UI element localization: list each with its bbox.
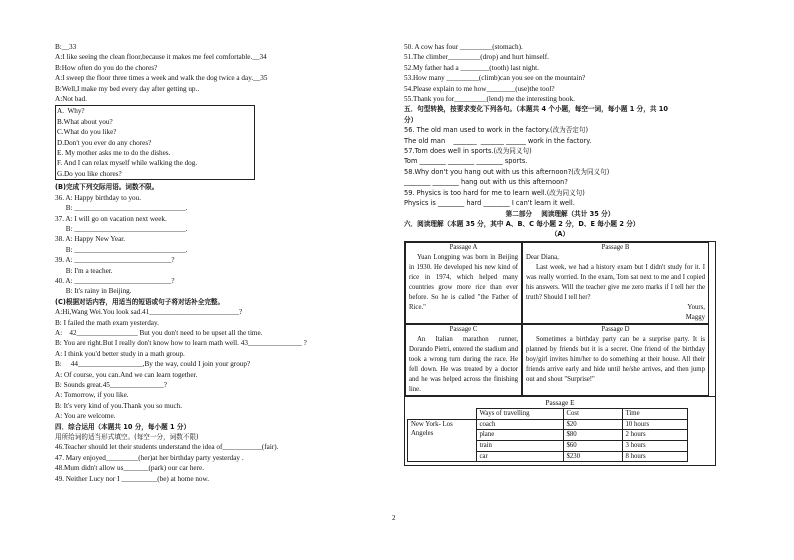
text-line: 51.The climber_________(drop) and hurt himself. [404,53,549,62]
text-line: D.Don't you ever do any chores? [57,138,152,147]
passage-b-text: Last week, we had a history exam but I didn't study for it. I was really worried. In the exam, Tom sat next to me and I copied his answers. Will the teacher give me zero marks if I tell her the truth? Should I tell her? [526,263,705,301]
text-line: B: _______________________________. [55,224,188,233]
section-c-title: (C)根据对话内容，用适当的短语或句子将对话补全完整。 [55,297,225,306]
passage-a-title: Passage A [449,243,478,251]
text-line: 58.Why don't you hang out with us this afternoon?(改为同义句) [404,167,610,176]
dialogue-a [55,42,395,104]
section-4-questions [55,442,395,484]
passage-b-greeting: Dear Diana, [526,253,559,261]
text-line: Physics is ________ hard ________ I can't learn it well. [404,199,575,208]
options-box [55,105,255,180]
text-line: C.What do you like? [57,128,117,137]
text-line: A. Why? [57,107,85,116]
table-cell: 10 hours [622,419,687,430]
table-cell: 3 hours [622,440,687,451]
text-line: B:How often do you do the chores? [55,63,158,72]
passage-c-text: An Italian marathon runner, Dorando Pietri, entered the stadium and took a wrong turn during the race. He fell down. He was treated by a doctor and he was helped across the finishing line. [409,335,518,393]
text-line: B: 44__________________,By the way, could I join your group? [55,360,251,369]
section-5-questions [404,125,716,208]
section-6-title: 六．阅读理解（本题 35 分，其中 A、B、C 每小题 2 分，D、E 每小题 2 分） [404,219,640,228]
left-column [55,42,395,484]
passage-b-title: Passage B [601,243,630,251]
text-line: 36. A: Happy birthday to you. [55,193,142,202]
section-5-title-cont: 分） [404,115,418,124]
text-line: B: Sounds great.45_______________? [55,381,167,389]
text-line: A: You are welcome. [55,412,116,421]
text-line: 37. A: I will go on vacation next week. [55,214,167,223]
text-line: B: I failed the math exam yesterday. [55,318,159,327]
part-2-title: 第二部分 阅读理解（共计 35 分） [505,209,615,218]
table-header-row [408,409,688,420]
page-number: 2 [392,514,396,522]
passage-a-text: Yuan Longping was born in Beijing in 1930. He developed his new kind of rice in 1974, which helped many countries grow more rice than ever before. So he is called "the Father of Rice." [409,253,518,311]
travel-table [407,408,688,462]
table-route-cell: New York- Los Angeles [408,419,477,461]
text-line: A:I sweep the floor three times a week and walk the dog twice a day.__35 [55,74,268,83]
text-line: 54.Please explain to me how________(use)the tool? [404,84,555,93]
text-line: 59. Physics is too hard for me to learn well.(改为同义句) [404,188,585,197]
table-cell: 2 hours [622,430,687,441]
text-line: B: I'm a teacher. [55,266,113,275]
text-line: 50. A cow has four _________(stomach). [404,43,523,51]
text-line: 40. A: ___________________________? [55,276,175,285]
table-cell: $20 [563,419,622,430]
section-b-questions [55,193,395,297]
section-4-title: 四．综合运用（本题共 10 分，每小题 1 分） [55,422,191,431]
passage-d-title: Passage D [601,325,630,333]
passage-d-text: Sometimes a birthday party can be a surprise party. It is planned by friends but it is a secret. One friend of the birthday boy/girl invites him/her to do something at their house. All their friends arrive early and hide until he/she arrives, and then jump out and shout "Surprise!" [526,335,705,383]
table-row [408,419,688,430]
text-line: B: You are right.But I really don't know how to learn math well. 43_______________ ? [55,339,307,348]
table-cell: $60 [563,440,622,451]
passage-b-signature: Maggy [685,313,705,321]
passage-c-title: Passage C [449,325,478,333]
table-cell: train [476,440,563,451]
text-line: 56. The old man used to work in the factory.(改为否定句) [404,126,589,135]
text-line: G.Do you like chores? [57,169,122,178]
passages-grid [404,241,716,397]
text-line: 38. A: Happy New Year. [55,235,126,244]
table-corner-cell [408,409,477,420]
passage-c [405,324,522,396]
text-line: ________ ________ hang out with us this afternoon? [404,178,568,187]
section-5-title: 五．句型转换，按要求变化下列各句。（本题共 4 个小题，每空一词，每小题 1 分，共 10 [404,105,668,114]
text-line: 39. A: ___________________________? [55,256,175,265]
text-line: A: I think you'd better study in a math group. [55,349,185,358]
text-line: 53.How many _________(climb)can you see on the mountain? [404,74,586,83]
text-line: A: Tomorrow, if you like. [55,391,129,400]
text-line: 55.Thank you for_________(lend) me the interesting book. [404,95,575,104]
text-line: A: 42_________________ But you don't need to be upset all the time. [55,328,263,337]
section-6-subtitle: （A） [550,230,570,239]
text-line: B:__33 [55,43,77,51]
table-cell: $230 [563,451,622,462]
text-line: Tom ________ ________ ________ sports. [404,157,528,166]
table-cell: 8 hours [622,451,687,462]
text-line: 52.My father had a ________(tooth) last night. [404,63,539,72]
section-c-dialogue [55,307,395,421]
section-4-questions-continued [404,42,716,104]
text-line: F. And I can relax myself while walking the dog. [57,159,198,168]
text-line: A:I like seeing the clean floor,because it makes me feel comfortable.__34 [55,53,267,62]
passage-b [522,242,709,324]
text-line: B:Well,I make my bed every day after getting up.. [55,84,200,93]
text-line: E. My mother asks me to do the dishes. [57,149,171,158]
text-line: B.What about you? [57,117,113,126]
passage-b-closing: Yours, [687,303,705,311]
table-cell: coach [476,419,563,430]
passage-e-title: Passage E [545,398,575,407]
passage-a [405,242,522,324]
table-header-cost: Cost [563,409,622,420]
table-cell: $80 [563,430,622,441]
text-line: B: It's rainy in Beijing. [55,287,132,296]
section-4-instruction: 用所给词的适当形式填空。(每空一分，词数不限) [55,433,199,442]
text-line: A: Of course, you can.And we can learn together. [55,370,198,379]
section-b-title: (B)完成下列交际用语。词数不限。 [55,183,159,192]
text-line: B: _______________________________. [55,204,188,213]
text-line: A:Hi,Wang Wei.You look sad.41_________________________? [55,308,243,317]
text-line: B: It's very kind of you.Thank you so much. [55,401,183,410]
text-line: 46.Teacher should let their students understand the idea of___________(fair). [55,443,279,452]
passage-d [522,324,709,396]
text-line: 57.Tom does well in sports.(改为同义句) [404,147,532,156]
table-cell: plane [476,430,563,441]
text-line: 49. Neither Lucy nor I __________(be) at home now. [55,474,210,483]
table-header-ways: Ways of travelling [476,409,563,420]
table-cell: car [476,451,563,462]
text-line: 47. Mary enjoyed_________(her)at her birthday party yesterday . [55,453,244,462]
text-line: B: _______________________________. [55,245,188,254]
text-line: The old man _______ _______ ______ work in the factory. [404,136,592,145]
right-column [404,42,716,466]
table-header-time: Time [622,409,687,420]
text-line: A:Not bad. [55,95,87,104]
passage-e [404,397,716,466]
text-line: 48.Mum didn't allow us_______(park) our car here. [55,464,205,473]
